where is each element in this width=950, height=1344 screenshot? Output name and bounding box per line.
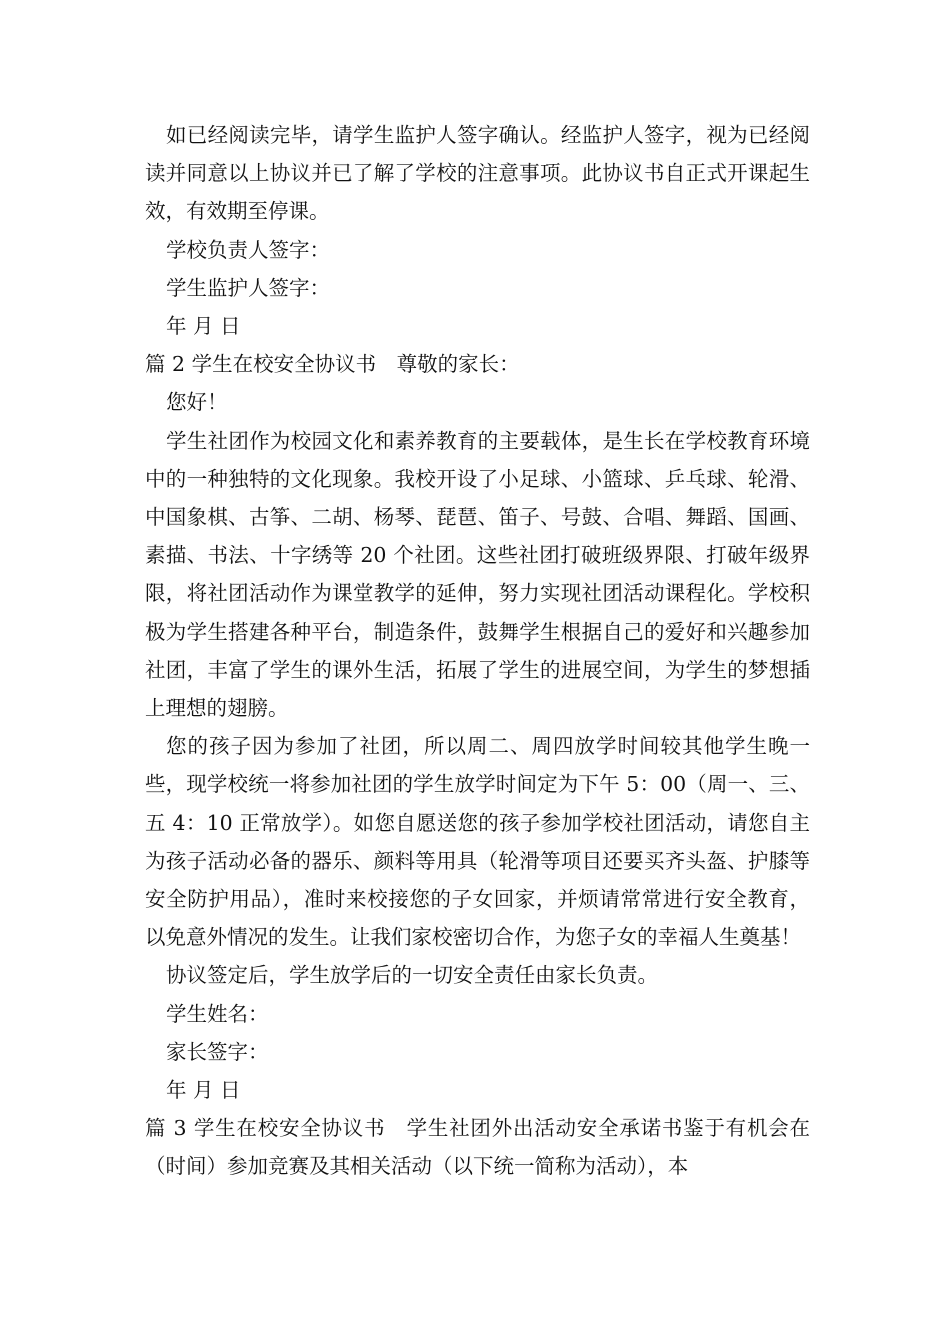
paragraph-consent: 如已经阅读完毕，请学生监护人签字确认。经监护人签字，视为已经阅读并同意以上协议并已了解了学校的注意事项。此协议书自正式开课起生效，有效期至停课。 bbox=[145, 123, 810, 224]
paragraph-responsibility: 协议签定后，学生放学后的一切安全责任由家长负责。 bbox=[166, 963, 658, 988]
paragraph-dismissal: 您的孩子因为参加了社团，所以周二、周四放学时间较其他学生晚一些，现学校统一将参加社团的学生放学时间定为下午 5：00（周一、三、五 4：10 正常放学）。如您自愿送您的孩子参加学校社团活动，请您自主为孩子活动必备的器乐、颜料等用具（轮滑等项目还要买齐头盔、护膝等安全防护用品），准时来校接您的子女回家，并烦请常常进行安全教育，以免意外情况的发生。让我们家校密切合作，为您子女的幸福人生奠基！ bbox=[145, 734, 810, 950]
greeting-line: 您好！ bbox=[166, 390, 228, 415]
paragraph-clubs: 学生社团作为校园文化和素养教育的主要载体，是生长在学校教育环境中的一种独特的文化现象。我校开设了小足球、小篮球、乒乓球、轮滑、中国象棋、古筝、二胡、杨琴、琵琶、笛子、号鼓、合唱、舞蹈、国画、素描、书法、十字绣等 20 个社团。这些社团打破班级界限、打破年级界限，将社团活动作为课堂教学的延伸，努力实现社团活动课程化。学校积极为学生搭建各种平台，制造条件，鼓舞学生根据自己的爱好和兴趣参加社团，丰富了学生的课外生活，拓展了学生的进展空间，为学生的梦想插上理想的翅膀。 bbox=[145, 428, 810, 721]
signature-line-school: 学校负责人签字： bbox=[166, 237, 330, 262]
section-heading-2: 篇 2 学生在校安全协议书 尊敬的家长： bbox=[145, 352, 520, 377]
parent-signature-line: 家长签字： bbox=[166, 1039, 269, 1064]
document-body bbox=[145, 116, 810, 1186]
date-line: 年 月 日 bbox=[166, 314, 241, 339]
student-name-line: 学生姓名： bbox=[166, 1001, 269, 1026]
section-heading-3: 篇 3 学生在校安全协议书 学生社团外出活动安全承诺书鉴于有机会在（时间）参加竞赛及其相关活动（以下统一简称为活动），本 bbox=[145, 1116, 810, 1179]
signature-line-guardian: 学生监护人签字： bbox=[166, 275, 330, 300]
date-line: 年 月 日 bbox=[166, 1078, 241, 1103]
